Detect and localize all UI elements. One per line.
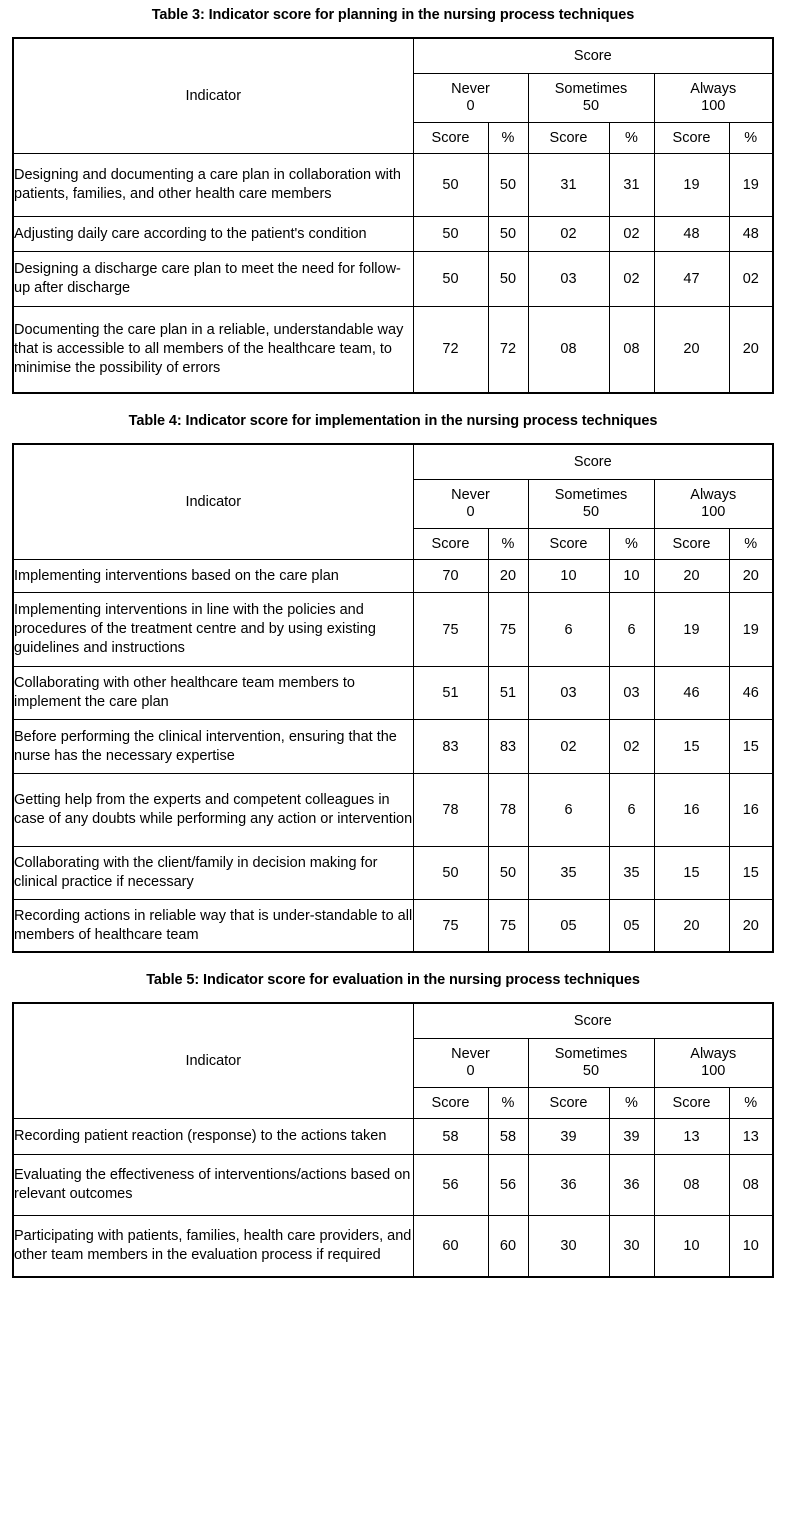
header-sub-1: % <box>488 1088 528 1119</box>
spacer <box>0 989 786 1002</box>
table-block <box>0 414 786 974</box>
header-group-value: 0 <box>466 1063 475 1080</box>
header-group-name: Never <box>451 486 490 503</box>
indicator-text: Before performing the clinical intervention, ensuring that the nurse has the necessary expertise <box>13 719 413 774</box>
header-group-name: Always <box>690 1046 737 1063</box>
header-indicator: Indicator <box>13 1003 413 1119</box>
header-group-sometimes <box>528 1039 654 1088</box>
cell-sometimes-pct: 02 <box>609 216 654 252</box>
cell-sometimes-pct: 03 <box>609 667 654 720</box>
header-group-never <box>413 1039 528 1088</box>
header-group-always <box>654 1039 773 1088</box>
cell-never-score: 60 <box>413 1215 488 1276</box>
cell-never-score: 75 <box>413 593 488 667</box>
cell-sometimes-pct: 08 <box>609 307 654 393</box>
header-sub-0: Score <box>413 122 488 153</box>
cell-always-pct: 08 <box>729 1155 773 1216</box>
header-group-value: 0 <box>466 97 475 114</box>
cell-never-pct: 60 <box>488 1215 528 1276</box>
cell-never-score: 83 <box>413 719 488 774</box>
table-row <box>13 667 773 720</box>
tables-container <box>0 8 786 1298</box>
score-table <box>12 1002 774 1277</box>
cell-always-score: 20 <box>654 899 729 952</box>
cell-never-pct: 51 <box>488 667 528 720</box>
cell-never-score: 50 <box>413 216 488 252</box>
header-group-name: Always <box>690 486 737 503</box>
cell-always-pct: 20 <box>729 559 773 593</box>
cell-always-pct: 15 <box>729 719 773 774</box>
cell-sometimes-pct: 10 <box>609 559 654 593</box>
header-sub-5: % <box>729 1088 773 1119</box>
cell-never-score: 72 <box>413 307 488 393</box>
cell-sometimes-pct: 02 <box>609 719 654 774</box>
cell-sometimes-score: 35 <box>528 847 609 900</box>
table-row <box>13 153 773 216</box>
cell-sometimes-pct: 30 <box>609 1215 654 1276</box>
cell-never-score: 75 <box>413 899 488 952</box>
cell-never-score: 56 <box>413 1155 488 1216</box>
cell-sometimes-pct: 39 <box>609 1119 654 1155</box>
header-sub-3: % <box>609 1088 654 1119</box>
cell-never-pct: 75 <box>488 593 528 667</box>
cell-never-score: 50 <box>413 847 488 900</box>
cell-always-score: 20 <box>654 307 729 393</box>
cell-never-pct: 20 <box>488 559 528 593</box>
header-score-group: Score <box>413 38 773 74</box>
indicator-text: Documenting the care plan in a reliable, understandable way that is accessible to all members of the healthcare team, to minimise the possibility of errors <box>13 307 413 393</box>
cell-always-pct: 15 <box>729 847 773 900</box>
cell-always-score: 10 <box>654 1215 729 1276</box>
cell-never-pct: 72 <box>488 307 528 393</box>
table-row <box>13 216 773 252</box>
indicator-text: Implementing interventions in line with the policies and procedures of the treatment centre and by using existing guidelines and instructions <box>13 593 413 667</box>
header-row-top <box>13 444 773 480</box>
header-score-group: Score <box>413 444 773 480</box>
table-title: Table 4: Indicator score for implementation in the nursing process techniques <box>128 412 658 429</box>
indicator-text: Evaluating the effectiveness of interventions/actions based on relevant outcomes <box>13 1155 413 1216</box>
spacer <box>0 430 786 443</box>
indicator-text: Getting help from the experts and competent colleagues in case of any doubts while performing any action or intervention <box>13 774 413 847</box>
indicator-text: Adjusting daily care according to the patient's condition <box>13 216 413 252</box>
cell-sometimes-pct: 05 <box>609 899 654 952</box>
cell-always-pct: 20 <box>729 899 773 952</box>
cell-always-pct: 48 <box>729 216 773 252</box>
indicator-text: Recording actions in reliable way that is under-standable to all members of healthcare team <box>13 899 413 952</box>
header-score-group: Score <box>413 1003 773 1039</box>
cell-always-score: 46 <box>654 667 729 720</box>
cell-sometimes-pct: 35 <box>609 847 654 900</box>
cell-never-score: 78 <box>413 774 488 847</box>
cell-never-pct: 78 <box>488 774 528 847</box>
header-sub-3: % <box>609 528 654 559</box>
cell-always-pct: 02 <box>729 252 773 307</box>
table-body <box>13 153 773 392</box>
indicator-text: Designing a discharge care plan to meet the need for follow-up after discharge <box>13 252 413 307</box>
header-group-value: 0 <box>466 503 475 520</box>
cell-always-pct: 46 <box>729 667 773 720</box>
header-indicator: Indicator <box>13 38 413 154</box>
table-row <box>13 593 773 667</box>
header-sub-4: Score <box>654 528 729 559</box>
cell-sometimes-score: 39 <box>528 1119 609 1155</box>
cell-always-score: 13 <box>654 1119 729 1155</box>
header-sub-4: Score <box>654 122 729 153</box>
table-row <box>13 847 773 900</box>
cell-always-score: 48 <box>654 216 729 252</box>
indicator-text: Designing and documenting a care plan in collaboration with patients, families, and other health care members <box>13 153 413 216</box>
header-sub-1: % <box>488 122 528 153</box>
cell-never-pct: 50 <box>488 216 528 252</box>
header-row-top <box>13 1003 773 1039</box>
table-body <box>13 559 773 952</box>
table-title: Table 5: Indicator score for evaluation in the nursing process techniques <box>146 972 640 989</box>
cell-sometimes-score: 05 <box>528 899 609 952</box>
indicator-text: Recording patient reaction (response) to the actions taken <box>13 1119 413 1155</box>
cell-always-pct: 16 <box>729 774 773 847</box>
header-group-name: Sometimes <box>554 80 628 97</box>
cell-always-score: 15 <box>654 847 729 900</box>
header-sub-3: % <box>609 122 654 153</box>
cell-always-pct: 19 <box>729 153 773 216</box>
score-table <box>12 443 774 954</box>
cell-never-pct: 75 <box>488 899 528 952</box>
header-group-always <box>654 73 773 122</box>
table-row <box>13 1215 773 1276</box>
table-header <box>13 1003 773 1119</box>
cell-sometimes-score: 03 <box>528 252 609 307</box>
table-row <box>13 307 773 393</box>
cell-never-pct: 56 <box>488 1155 528 1216</box>
table-row <box>13 774 773 847</box>
header-sub-1: % <box>488 528 528 559</box>
header-group-value: 100 <box>701 1063 726 1080</box>
cell-sometimes-pct: 6 <box>609 593 654 667</box>
table-block <box>0 8 786 414</box>
cell-sometimes-pct: 6 <box>609 774 654 847</box>
cell-sometimes-score: 6 <box>528 593 609 667</box>
cell-always-pct: 13 <box>729 1119 773 1155</box>
header-group-value: 50 <box>582 1063 600 1080</box>
header-sub-2: Score <box>528 1088 609 1119</box>
indicator-text: Collaborating with the client/family in decision making for clinical practice if necessary <box>13 847 413 900</box>
cell-always-pct: 10 <box>729 1215 773 1276</box>
cell-always-score: 20 <box>654 559 729 593</box>
header-group-sometimes <box>528 479 654 528</box>
cell-never-pct: 50 <box>488 153 528 216</box>
cell-always-pct: 20 <box>729 307 773 393</box>
header-group-value: 100 <box>701 97 726 114</box>
table-row <box>13 1119 773 1155</box>
cell-always-score: 19 <box>654 593 729 667</box>
table-row <box>13 252 773 307</box>
header-group-value: 50 <box>582 503 600 520</box>
cell-sometimes-pct: 36 <box>609 1155 654 1216</box>
header-sub-2: Score <box>528 528 609 559</box>
header-group-always <box>654 479 773 528</box>
header-sub-5: % <box>729 528 773 559</box>
cell-sometimes-score: 6 <box>528 774 609 847</box>
cell-always-score: 15 <box>654 719 729 774</box>
cell-never-score: 50 <box>413 153 488 216</box>
table-header <box>13 38 773 154</box>
header-group-sometimes <box>528 73 654 122</box>
cell-sometimes-score: 02 <box>528 719 609 774</box>
cell-sometimes-pct: 02 <box>609 252 654 307</box>
cell-sometimes-score: 30 <box>528 1215 609 1276</box>
header-group-never <box>413 479 528 528</box>
header-group-name: Sometimes <box>554 1046 628 1063</box>
table-row <box>13 1155 773 1216</box>
cell-always-score: 47 <box>654 252 729 307</box>
cell-always-score: 16 <box>654 774 729 847</box>
spacer <box>0 24 786 37</box>
header-sub-0: Score <box>413 1088 488 1119</box>
header-group-name: Always <box>690 80 737 97</box>
score-table <box>12 37 774 394</box>
table-row <box>13 899 773 952</box>
cell-never-score: 70 <box>413 559 488 593</box>
header-indicator: Indicator <box>13 444 413 560</box>
table-row <box>13 559 773 593</box>
spacer <box>0 953 786 973</box>
indicator-text: Implementing interventions based on the care plan <box>13 559 413 593</box>
header-group-name: Sometimes <box>554 486 628 503</box>
header-group-value: 50 <box>582 97 600 114</box>
cell-always-score: 08 <box>654 1155 729 1216</box>
spacer <box>0 394 786 414</box>
table-body <box>13 1119 773 1277</box>
header-group-name: Never <box>451 80 490 97</box>
cell-never-pct: 50 <box>488 252 528 307</box>
header-sub-0: Score <box>413 528 488 559</box>
table-row <box>13 719 773 774</box>
header-group-never <box>413 73 528 122</box>
cell-always-score: 19 <box>654 153 729 216</box>
header-row-top <box>13 38 773 74</box>
cell-never-pct: 58 <box>488 1119 528 1155</box>
cell-sometimes-pct: 31 <box>609 153 654 216</box>
cell-sometimes-score: 02 <box>528 216 609 252</box>
header-group-name: Never <box>451 1046 490 1063</box>
header-sub-4: Score <box>654 1088 729 1119</box>
header-sub-2: Score <box>528 122 609 153</box>
indicator-text: Collaborating with other healthcare team members to implement the care plan <box>13 667 413 720</box>
header-group-value: 100 <box>701 503 726 520</box>
indicator-text: Participating with patients, families, health care providers, and other team members in the evaluation process if required <box>13 1215 413 1276</box>
cell-sometimes-score: 31 <box>528 153 609 216</box>
cell-sometimes-score: 10 <box>528 559 609 593</box>
cell-never-score: 58 <box>413 1119 488 1155</box>
table-title: Table 3: Indicator score for planning in the nursing process techniques <box>151 7 635 23</box>
cell-never-score: 51 <box>413 667 488 720</box>
table-header <box>13 444 773 560</box>
cell-never-score: 50 <box>413 252 488 307</box>
cell-sometimes-score: 36 <box>528 1155 609 1216</box>
cell-never-pct: 83 <box>488 719 528 774</box>
spacer <box>0 1278 786 1298</box>
cell-sometimes-score: 03 <box>528 667 609 720</box>
cell-sometimes-score: 08 <box>528 307 609 393</box>
cell-always-pct: 19 <box>729 593 773 667</box>
cell-never-pct: 50 <box>488 847 528 900</box>
table-block <box>0 973 786 1297</box>
header-sub-5: % <box>729 122 773 153</box>
